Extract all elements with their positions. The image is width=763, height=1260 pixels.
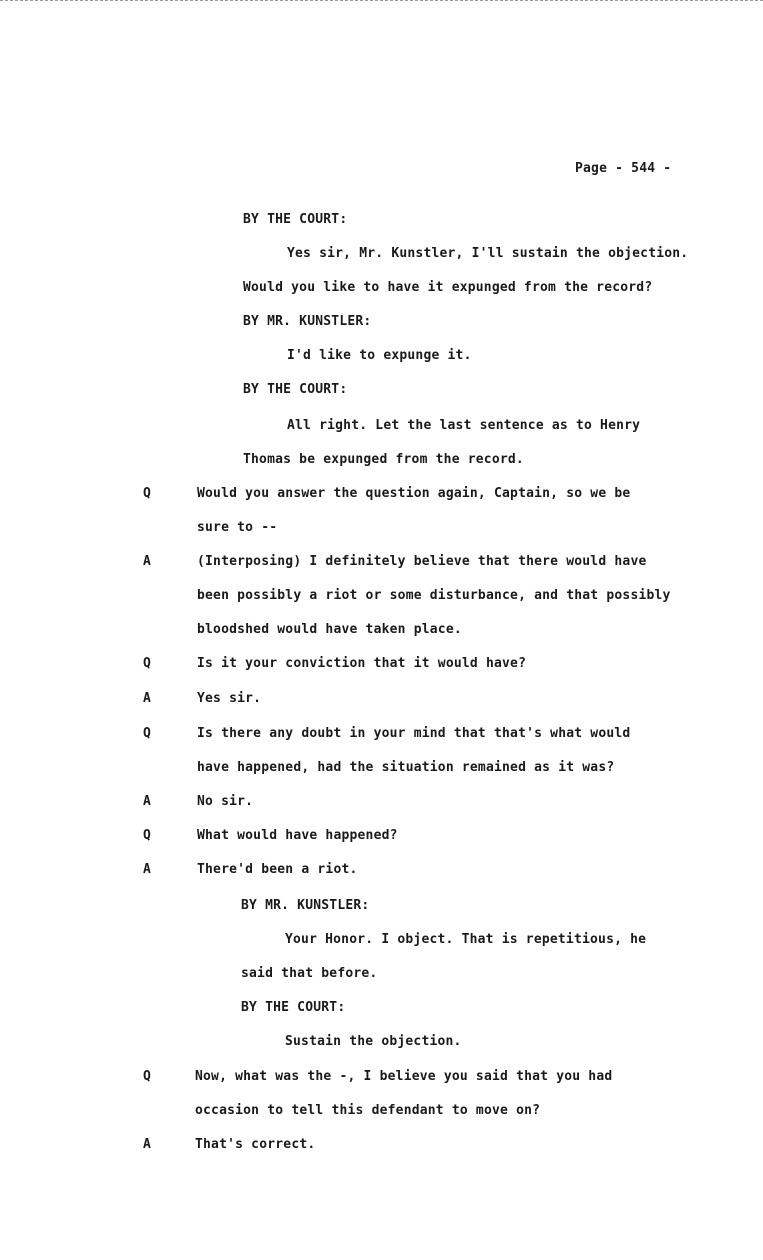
statement-line: All right. Let the last sentence as to Henry [287,418,641,433]
question-text: sure to -- [197,520,278,535]
statement-line: Would you like to have it expunged from the record? [243,280,653,295]
question-text: What would have happened? [197,828,398,843]
statement-line: Yes sir, Mr. Kunstler, I'll sustain the objection. [287,246,689,261]
question-text: Is it your conviction that it would have? [197,656,527,671]
answer-text: No sir. [197,794,254,809]
statement-line: Thomas be expunged from the record. [243,452,524,467]
answer-marker: A [143,862,151,877]
question-marker: Q [143,656,151,671]
answer-marker: A [143,554,151,569]
question-text: occasion to tell this defendant to move on? [195,1103,541,1118]
speaker-heading: BY MR. KUNSTLER: [243,314,372,329]
question-marker: Q [143,828,151,843]
statement-line: Your Honor. I object. That is repetitious, he [285,932,647,947]
answer-text: There'd been a riot. [197,862,358,877]
question-marker: Q [143,1069,151,1084]
answer-marker: A [143,794,151,809]
speaker-heading: BY MR. KUNSTLER: [241,898,370,913]
answer-marker: A [143,1137,151,1152]
answer-text: Yes sir. [197,691,262,706]
page-top-edge [0,0,763,5]
speaker-heading: BY THE COURT: [243,212,348,227]
question-marker: Q [143,726,151,741]
question-text: Is there any doubt in your mind that that's what would [197,726,631,741]
answer-marker: A [143,691,151,706]
answer-text: been possibly a riot or some disturbance, and that possibly [197,588,671,603]
answer-text: bloodshed would have taken place. [197,622,462,637]
speaker-heading: BY THE COURT: [243,382,348,397]
question-text: Would you answer the question again, Captain, so we be [197,486,631,501]
question-text: Now, what was the -, I believe you said that you had [195,1069,613,1084]
question-text: have happened, had the situation remained as it was? [197,760,615,775]
question-marker: Q [143,486,151,501]
page-number: Page - 544 - [575,161,672,176]
statement-line: I'd like to expunge it. [287,348,472,363]
statement-line: said that before. [241,966,378,981]
statement-line: Sustain the objection. [285,1034,462,1049]
speaker-heading: BY THE COURT: [241,1000,346,1015]
answer-text: (Interposing) I definitely believe that there would have [197,554,647,569]
answer-text: That's correct. [195,1137,316,1152]
